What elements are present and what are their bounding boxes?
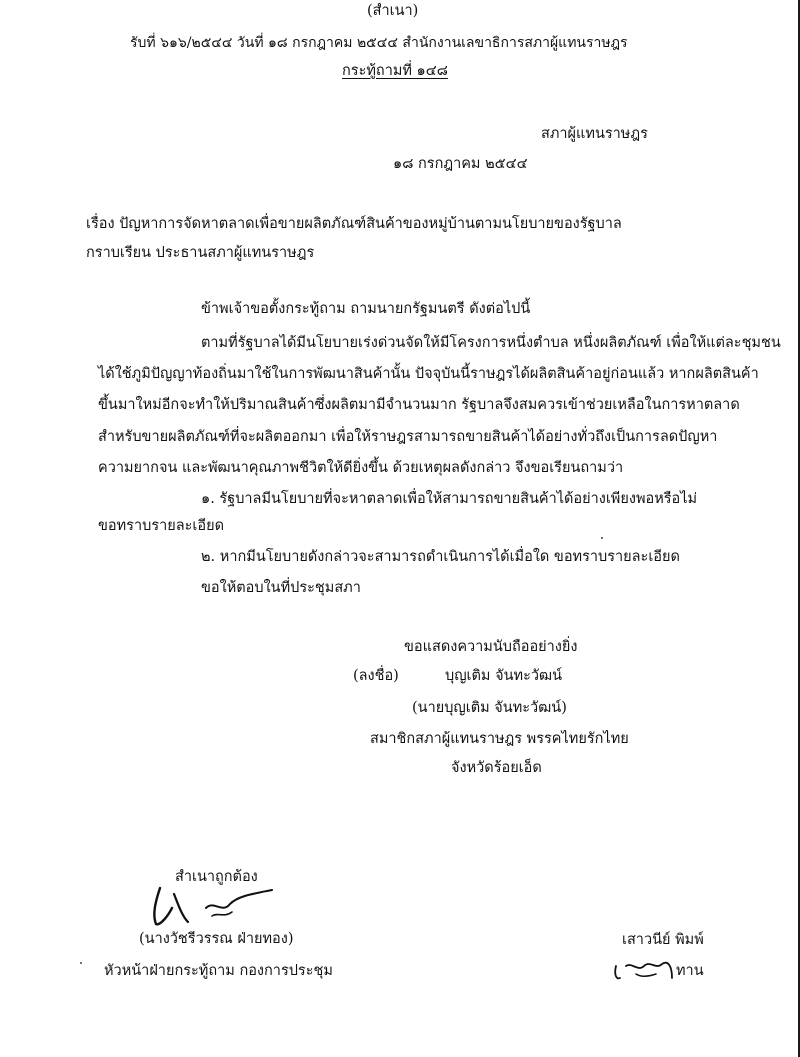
- certifier-title: หัวหน้าฝ่ายกระทู้ถาม กองการประชุม: [104, 963, 333, 979]
- certified-copy-label: สำเนาถูกต้อง: [175, 869, 258, 885]
- body-line: สำหรับขายผลิตภัณฑ์ที่จะผลิตออกมา เพื่อให้ราษฎรสามารถขายสินค้าได้อย่างทั่วถึงเป็นการลดปัญหา: [98, 429, 718, 445]
- body-line: ขึ้นมาใหม่อีกจะทำให้ปริมาณสินค้าซึ่งผลิตมามีจำนวนมาก รัฐบาลจึงสมควรเข้าช่วยเหลือในการหาตลาด: [98, 397, 740, 413]
- question-one-continued: ขอทราบรายละเอียด: [98, 518, 224, 534]
- question-two: ๒. หากมีนโยบายดังกล่าวจะสามารถดำเนินการได้เมื่อใด ขอทราบรายละเอียด: [201, 549, 680, 565]
- certifier-name: (นางวัชรีวรรณ ฝ่ายทอง): [139, 931, 294, 947]
- question-number: กระทู้ถามที่ ๑๔๘: [342, 63, 448, 79]
- salutation: กราบเรียน ประธานสภาผู้แทนราษฎร: [86, 245, 315, 261]
- certifier-signature: [148, 886, 278, 930]
- copy-mark: (สำเนา): [367, 3, 419, 19]
- signer-full-name: (นายบุญเติม จันทะวัฒน์): [412, 700, 567, 716]
- proofreader-note: ทาน: [676, 963, 704, 979]
- signer-province: จังหวัดร้อยเอ็ด: [451, 760, 542, 776]
- subject-line: เรื่อง ปัญหาการจัดหาตลาดเพื่อขายผลิตภัณฑ์สินค้าของหมู่บ้านตามนโยบายของรัฐบาล: [86, 216, 622, 232]
- origin-date: ๑๘ กรกฎาคม ๒๕๔๔: [393, 156, 528, 172]
- origin-office: สภาผู้แทนราษฎร: [541, 126, 648, 142]
- body-line: ความยากจน และพัฒนาคุณภาพชีวิตให้ดียิ่งขึ้น ด้วยเหตุผลดังกล่าว จึงขอเรียนถามว่า: [98, 460, 624, 476]
- question-one: ๑. รัฐบาลมีนโยบายที่จะหาตลาดเพื่อให้สามารถขายสินค้าได้อย่างเพียงพอหรือไม่: [201, 491, 698, 507]
- body-line: ได้ใช้ภูมิปัญญาท้องถิ่นมาใช้ในการพัฒนาสินค้านั้น ปัจจุบันนี้ราษฎรได้ผลิตสินค้าอยู่ก่อนแล้ว หากผลิตสินค้า: [98, 366, 759, 382]
- signed-label: (ลงชื่อ): [353, 668, 399, 684]
- signed-name: บุญเติม จันทะวัฒน์: [445, 668, 563, 684]
- scan-speck: [601, 537, 603, 539]
- body-intro: ข้าพเจ้าขอตั้งกระทู้ถาม ถามนายกรัฐมนตรี ดังต่อไปนี้: [201, 301, 531, 317]
- receipt-line: รับที่ ๖๑๖/๒๕๔๔ วันที่ ๑๘ กรกฎาคม ๒๕๔๔ สำนักงานเลขาธิการสภาผู้แทนราษฎร: [130, 35, 628, 51]
- body-line: ตามที่รัฐบาลได้มีนโยบายเร่งด่วนจัดให้มีโครงการหนึ่งตำบล หนึ่งผลิตภัณฑ์ เพื่อให้แต่ละชุมชน: [201, 335, 781, 351]
- answer-request: ขอให้ตอบในที่ประชุมสภา: [201, 580, 361, 596]
- proofreader-initials: [612, 956, 676, 986]
- signer-position: สมาชิกสภาผู้แทนราษฎร พรรคไทยรักไทย: [370, 731, 629, 747]
- closing-respect: ขอแสดงความนับถืออย่างยิ่ง: [404, 639, 578, 655]
- typist-note: เสาวนีย์ พิมพ์: [622, 932, 704, 948]
- scan-speck: [80, 962, 82, 964]
